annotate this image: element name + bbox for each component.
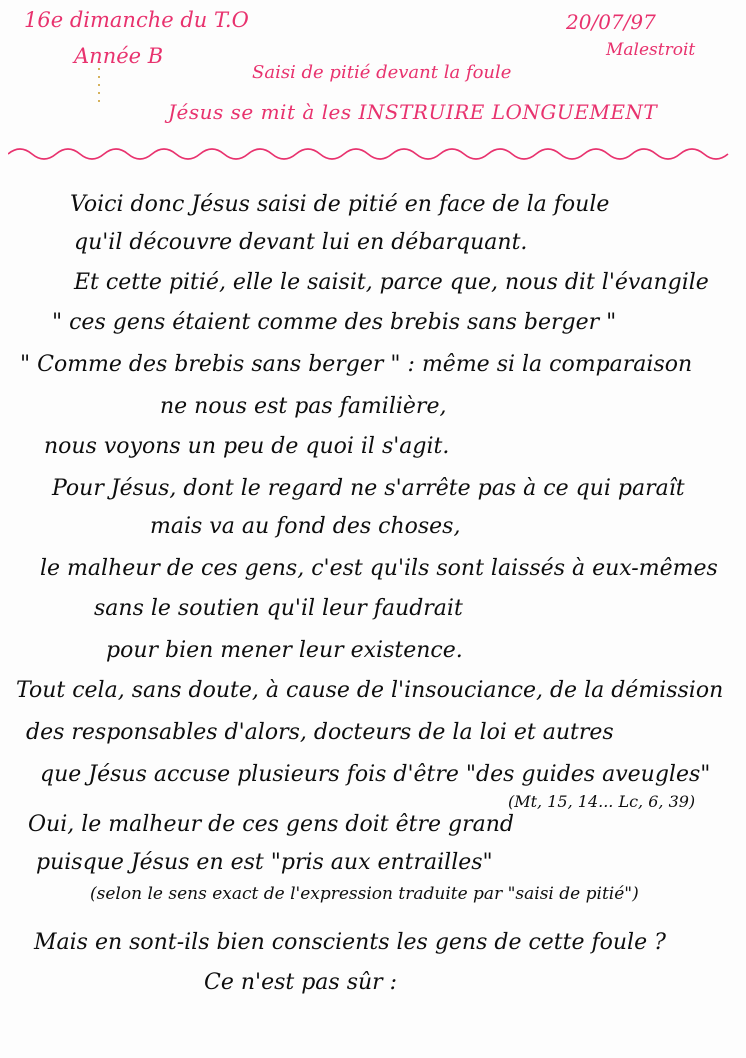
body-line-1: Voici donc Jésus saisi de pitié en face de la foule: [70, 192, 610, 217]
body-line-4: " ces gens étaient comme des brebis sans berger ": [52, 310, 617, 335]
place: Malestroit: [606, 40, 696, 60]
body-line-15: que Jésus accuse plusieurs fois d'être "des guides aveugles": [40, 762, 711, 787]
date: 20/07/97: [566, 10, 656, 34]
occasion-heading: 16e dimanche du T.O: [24, 8, 249, 32]
body-line-18: Mais en sont-ils bien conscients les gens de cette foule ?: [34, 930, 666, 955]
body-line-5: " Comme des brebis sans berger " : même si la comparaison: [20, 352, 693, 377]
body-line-19: Ce n'est pas sûr :: [204, 970, 398, 995]
translation-note: (selon le sens exact de l'expression traduite par "saisi de pitié"): [90, 884, 639, 904]
body-line-6: ne nous est pas familière,: [160, 394, 447, 419]
body-line-13: Tout cela, sans doute, à cause de l'insouciance, de la démission: [16, 678, 724, 703]
liturgical-year: Année B: [74, 44, 164, 68]
body-line-3: Et cette pitié, elle le saisit, parce que, nous dit l'évangile: [74, 270, 709, 295]
body-line-9: mais va au fond des choses,: [150, 514, 461, 539]
body-line-17: puisque Jésus en est "pris aux entrailles": [36, 850, 493, 875]
body-line-12: pour bien mener leur existence.: [106, 638, 463, 663]
body-line-8: Pour Jésus, dont le regard ne s'arrête pas à ce qui paraît: [52, 476, 685, 501]
scripture-reference: (Mt, 15, 14... Lc, 6, 39): [508, 792, 696, 811]
body-line-2: qu'il découvre devant lui en débarquant.: [74, 230, 528, 255]
body-line-14: des responsables d'alors, docteurs de la loi et autres: [26, 720, 614, 745]
margin-dots: [96, 62, 102, 108]
body-line-11: sans le soutien qu'il leur faudrait: [94, 596, 463, 621]
title-line-1: Saisi de pitié devant la foule: [252, 62, 512, 83]
body-line-16: Oui, le malheur de ces gens doit être grand: [28, 812, 514, 837]
title-line-2: Jésus se mit à les INSTRUIRE LONGUEMENT: [168, 100, 658, 124]
body-line-7: nous voyons un peu de quoi il s'agit.: [44, 434, 450, 459]
body-line-10: le malheur de ces gens, c'est qu'ils sont laissés à eux-mêmes: [40, 556, 718, 581]
wavy-divider: [8, 140, 738, 166]
